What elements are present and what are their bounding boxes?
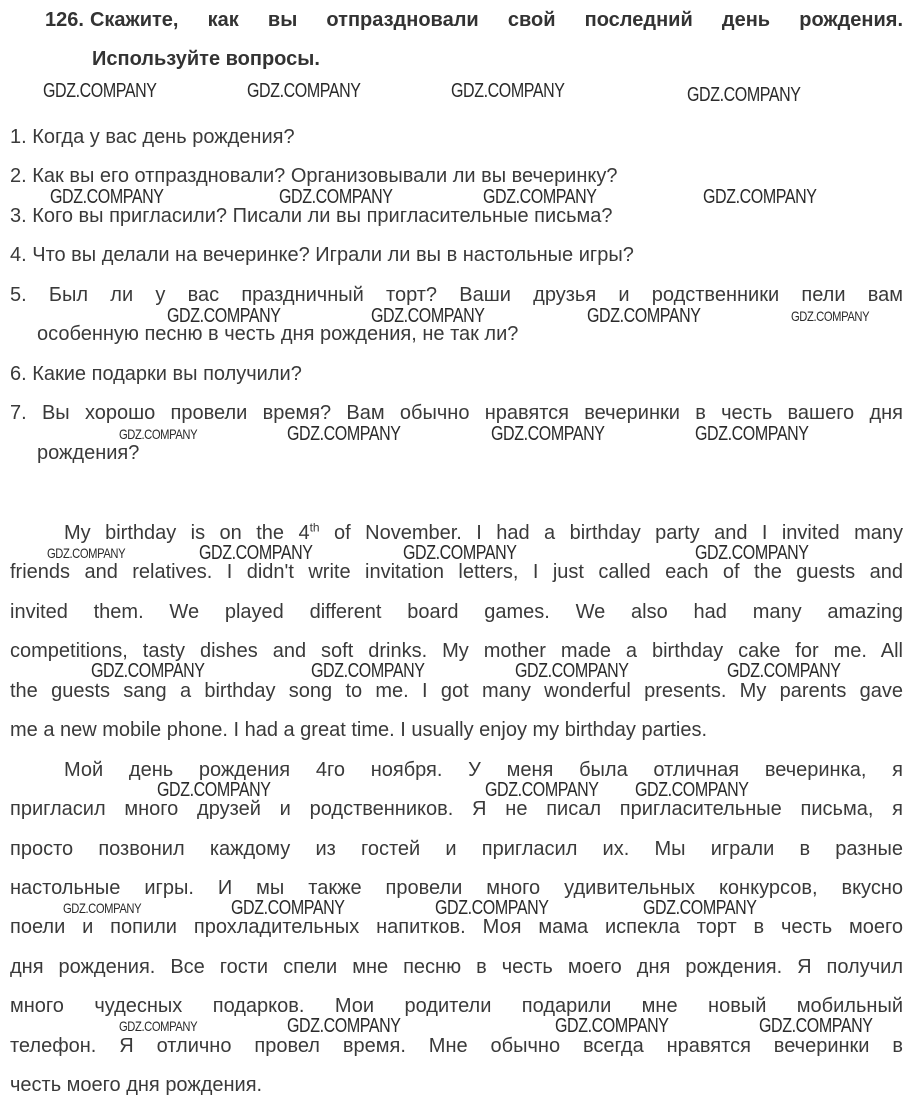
watermark: GDZ.COMPANY (703, 186, 817, 208)
text: My birthday is on the 4 (64, 522, 310, 544)
watermark: GDZ.COMPANY (371, 305, 485, 327)
watermark: GDZ.COMPANY (311, 660, 425, 682)
watermark: GDZ.COMPANY (119, 1018, 198, 1034)
watermark: GDZ.COMPANY (279, 186, 393, 208)
watermark: GDZ.COMPANY (635, 779, 749, 801)
russian-line: просто позвонил каждому из гостей и пригласил их. Мы играли в разные (10, 837, 903, 860)
question-item: 2. Как вы его отпраздновали? Организовывали ли вы вечеринку? (10, 165, 618, 188)
watermark: GDZ.COMPANY (587, 305, 701, 327)
english-line: the guests sang a birthday song to me. I got many wonderful presents. My parents gave (10, 679, 903, 702)
question-item: 1. Когда у вас день рождения? (10, 126, 295, 148)
russian-line: честь моего дня рождения. (10, 1074, 263, 1097)
watermark: GDZ.COMPANY (287, 423, 401, 445)
english-line: friends and relatives. I didn't write invitation letters, I just called each of the guests and (10, 561, 903, 584)
russian-line: пригласил много друзей и родственников. Я не писал пригласительные письма, я (10, 798, 903, 821)
watermark: GDZ.COMPANY (403, 542, 517, 564)
watermark: GDZ.COMPANY (485, 779, 599, 801)
watermark: GDZ.COMPANY (247, 80, 361, 102)
watermark: GDZ.COMPANY (43, 80, 157, 102)
english-line: competitions, tasty dishes and soft drinks. My mother made a birthday cake for me. All (10, 640, 903, 663)
watermark: GDZ.COMPANY (231, 897, 345, 919)
english-line: invited them. We played different board games. We also had many amazing (10, 600, 903, 623)
exercise-number: 126. (45, 9, 84, 31)
watermark: GDZ.COMPANY (287, 1015, 401, 1037)
exercise-instruction: Используйте вопросы. (92, 48, 320, 70)
watermark: GDZ.COMPANY (451, 80, 565, 102)
watermark: GDZ.COMPANY (435, 897, 549, 919)
watermark: GDZ.COMPANY (63, 900, 142, 916)
russian-line: дня рождения. Все гости спели мне песню в честь моего дня рождения. Я получил (10, 955, 903, 978)
question-item: 4. Что вы делали на вечеринке? Играли ли вы в настольные игры? (10, 244, 634, 267)
watermark: GDZ.COMPANY (695, 542, 809, 564)
russian-line: телефон. Я отлично провел время. Мне обычно всегда нравятся вечеринки в (10, 1034, 903, 1057)
watermark: GDZ.COMPANY (727, 660, 841, 682)
watermark: GDZ.COMPANY (791, 308, 870, 324)
watermark: GDZ.COMPANY (687, 84, 801, 106)
exercise-title: Скажите, как вы отпраздновали свой последний день рождения. (89, 9, 903, 31)
question-continuation: рождения? (37, 441, 140, 464)
watermark: GDZ.COMPANY (643, 897, 757, 919)
question-item: 3. Кого вы пригласили? Писали ли вы пригласительные письма? (10, 204, 613, 227)
watermark: GDZ.COMPANY (555, 1015, 669, 1037)
question-item: 6. Какие подарки вы получили? (10, 362, 302, 385)
question-item: 5. Был ли у вас праздничный торт? Ваши друзья и родственники пели вам (10, 283, 903, 306)
watermark: GDZ.COMPANY (119, 426, 198, 442)
ordinal-suffix: th (309, 520, 320, 535)
watermark: GDZ.COMPANY (491, 423, 605, 445)
watermark: GDZ.COMPANY (483, 186, 597, 208)
english-line: me a new mobile phone. I had a great time. I usually enjoy my birthday parties. (10, 719, 708, 742)
question-continuation: особенную песню в честь дня рождения, не так ли? (37, 323, 519, 346)
russian-line: много чудесных подарков. Мои родители подарили мне новый мобильный (10, 995, 903, 1018)
text: of November. I had a birthday party and I invited many (319, 522, 903, 544)
watermark: GDZ.COMPANY (515, 660, 629, 682)
watermark: GDZ.COMPANY (50, 186, 164, 208)
watermark: GDZ.COMPANY (47, 545, 126, 561)
watermark: GDZ.COMPANY (695, 423, 809, 445)
watermark: GDZ.COMPANY (199, 542, 313, 564)
watermark: GDZ.COMPANY (157, 779, 271, 801)
watermark: GDZ.COMPANY (759, 1015, 873, 1037)
russian-line: поели и попили прохладительных напитков. Моя мама испекла торт в честь моего (10, 916, 903, 939)
exercise-heading (10, 8, 903, 86)
russian-line: Мой день рождения 4го ноября. У меня была отличная вечеринка, я (64, 758, 903, 781)
watermark: GDZ.COMPANY (91, 660, 205, 682)
watermark: GDZ.COMPANY (167, 305, 281, 327)
russian-line: настольные игры. И мы также провели много удивительных конкурсов, вкусно (10, 876, 903, 899)
question-item: 7. Вы хорошо провели время? Вам обычно нравятся вечеринки в честь вашего дня (10, 402, 903, 425)
